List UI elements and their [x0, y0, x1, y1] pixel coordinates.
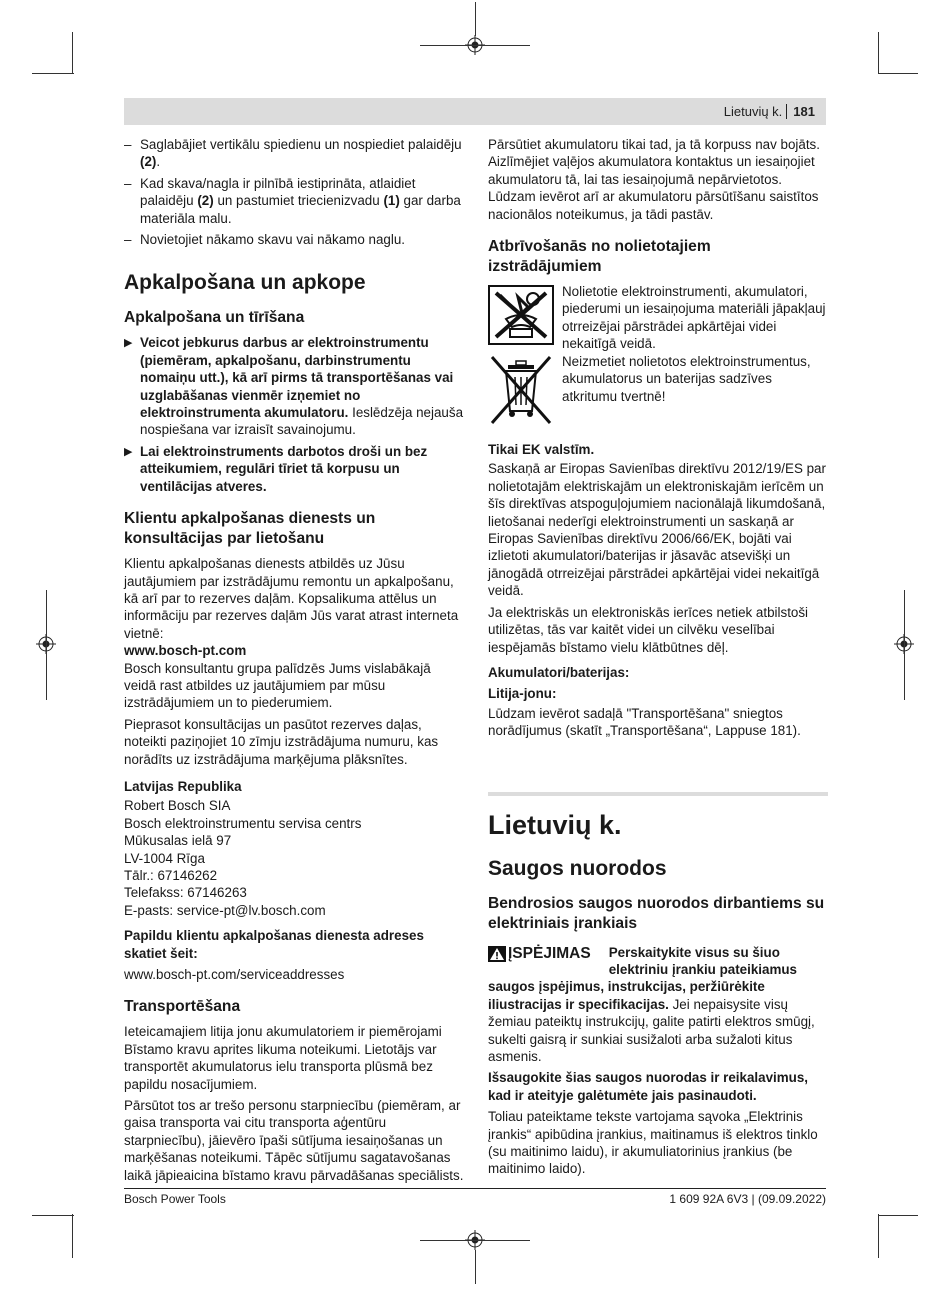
crop-mark — [420, 1240, 530, 1241]
section-divider — [488, 792, 828, 796]
crop-mark — [46, 590, 47, 700]
crop-mark — [475, 2, 476, 36]
disposal-text: Neizmetiet nolietotos elektroinstrumentus, akumulatorus un baterijas sadzīves atkritumu tvertnē! — [562, 354, 811, 404]
subsection-heading: Klientu apkalpošanas dienests un konsultācijas par lietošanu — [124, 510, 376, 548]
subsection-heading: Transportēšana — [124, 998, 241, 1016]
recycle-tools-icon — [488, 285, 554, 345]
crop-mark — [72, 32, 73, 74]
crop-mark — [72, 1214, 73, 1258]
crop-mark — [904, 590, 905, 700]
eu-heading: Tikai EK valstīm. — [488, 442, 595, 458]
link[interactable]: www.bosch-pt.com — [124, 643, 247, 659]
warning-triangle-icon — [488, 946, 506, 962]
section-heading: Saugos nuorodos — [488, 856, 667, 880]
footer-rule — [124, 1188, 826, 1189]
footer-brand: Bosch Power Tools — [124, 1192, 226, 1206]
crop-mark — [878, 1214, 879, 1258]
left-column — [124, 136, 464, 1188]
page-number: 181 — [786, 104, 815, 119]
paragraph: Išsaugokite šias saugos nuorodas ir reikalavimus, kad ir ateityje galėtumėte jais pasinaudoti. — [488, 1070, 809, 1103]
list-item: – Novietojiet nākamo skavu vai nākamo naglu. — [124, 231, 464, 248]
list-item: – Kad skava/nagla ir pilnībā iestiprināta, atlaidiet palaidēju (2) un pastumiet triecienizvadu (1) gar darba materiāla malu. — [124, 175, 464, 227]
disposal-text: Nolietotie elektroinstrumenti, akumulatori, piederumi un iesaiņojuma materiāli jāpakļauj otrreizējai pārstrādei apkārtējai videi nekaitīgā veidā. — [562, 284, 826, 352]
warning-bullet: ▶ Lai elektroinstruments darbotos droši un bez atteikumiem, regulāri tīriet tā korpusu un ventilācijas atveres. — [124, 443, 464, 495]
warning-block: ĮSPĖJIMAS Perskaitykite visus su šiuo elektriniu įrankiu pateikiamus saugos įspėjimus, instrukcijas, peržiūrėkite iliustracijas ir specifikacijas. Jei nepaisysite visų žemiau pateiktų instrukcijų, galite patirti elektros smūgį, sukelti gaisrą ir sunkiai susižaloti arba sužaloti kitus asmenis. — [488, 944, 815, 1064]
header-section: Lietuvių k. — [723, 104, 783, 119]
paragraph: Toliau pateiktame tekste vartojama sąvoka „Elektrinis įrankis“ apibūdina įrankius, maitinamus iš elektros tinklo (su maitinimo laidu), ir akumuliatorinius įrankius (be maitinimo laido). — [488, 1109, 818, 1177]
right-column — [488, 136, 828, 1182]
crop-mark — [878, 73, 918, 74]
disposal-row — [488, 353, 828, 439]
paragraph: Ieteicamajiem litija jonu akumulatoriem ir piemērojami Bīstamo kravu aprites likuma noteikumi. Lietotājs var transportēt akumulatorus ielu transporta plūsmā bez papildu nosacījumiem. — [124, 1024, 442, 1092]
crop-mark — [420, 45, 530, 46]
list-item: – Saglabājiet vertikālu spiedienu un nospiediet palaidēju (2). — [124, 136, 464, 171]
disposal-row — [488, 283, 828, 353]
header-bar — [124, 98, 826, 125]
page-header — [724, 104, 815, 119]
paragraph: Lūdzam ievērot sadaļā "Transportēšana" sniegtos norādījumus (skatīt „Transportēšana“, Lappuse 181). — [488, 705, 801, 739]
crop-mark — [878, 1215, 918, 1216]
crop-mark — [878, 32, 879, 74]
section-heading: Apkalpošana un apkope — [124, 271, 366, 295]
footer-code: 1 609 92A 6V3 | (09.09.2022) — [669, 1192, 826, 1206]
country-heading: Latvijas Republika — [124, 778, 242, 794]
crop-mark — [475, 1250, 476, 1284]
battery-heading: Akumulatori/baterijas: — [488, 664, 630, 680]
warning-label: ĮSPĖJIMAS — [488, 944, 591, 964]
paragraph: Ja elektriskās un elektroniskās ierīces netiek atbilstoši utilizētas, tās var kaitēt videi un cilvēku veselībai iespējamās bīstamo vielu klātbūtnes dēļ. — [488, 604, 809, 655]
crop-mark — [32, 73, 74, 74]
li-ion-heading: Litija-jonu: — [488, 686, 557, 702]
paragraph: Pārsūtiet akumulatoru tikai tad, ja tā korpuss nav bojāts. Aizlīmējiet vaļējos akumulatora kontaktus un iesaiņojiet akumulatoru tā, lai tas iesaiņojumā nepārvietotos. Lūdzam ievērot arī ar akumulatoru pārsūtīšanu saistītos nacionālos noteikumus, ja tādi pastāv. — [488, 137, 820, 222]
crossed-bin-icon — [488, 355, 554, 427]
more-addresses-label: Papildu klientu apkalpošanas dienesta adreses skatiet šeit: — [124, 928, 424, 961]
paragraph: Pārsūtot tos ar trešo personu starpniecību (piemēram, ar gaisa transporta vai citu transporta aģentūru starpniecību), jāievēro īpaši sūtījuma iesaiņošanas un marķēšanas noteikumi. Tāpēc sūtījumu sagatavošanas laikā jāpieaicina bīstamo kravu pārvadāšanas speciālists. — [124, 1098, 464, 1183]
language-title: Lietuvių k. — [488, 809, 622, 840]
paragraph: Pieprasot konsultācijas un pasūtot rezerves daļas, noteikti paziņojiet 10 zīmju izstrādājuma numuru, kas norādīts uz izstrādājuma marķējuma plāksnītes. — [124, 716, 439, 767]
paragraph: Saskaņā ar Eiropas Savienības direktīvu 2012/19/ES par nolietotajām elektriskajām un elektroniskajām ierīcēm un šīs direktīvas atspoguļojumiem nacionālajā likumdošanā, lietošanai nederīgi elektroinstrumenti un saskaņā ar Eiropas Savienības direktīvu 2006/66/EK, bojāti vai izlietoti akumulatori/baterijas ir jāsavāc atsevišķi un jānogādā otrreizējai pārstrādei apkārtējai videi nekaitīgā veidā. — [488, 461, 826, 599]
subsection-heading: Bendrosios saugos nuorodos dirbantiems su elektriniais įrankiais — [488, 894, 825, 932]
link[interactable]: www.bosch-pt.com/serviceaddresses — [124, 967, 345, 983]
address-block: Robert Bosch SIA Bosch elektroinstrumentu servisa centrs Mūkusalas ielā 97 LV-1004 Rīga Tālr.: 67146262 Telefakss: 67146263 E-pasts: service-pt@lv.bosch.com — [124, 798, 362, 918]
subsection-heading: Apkalpošana un tīrīšana — [124, 309, 305, 327]
crop-mark — [32, 1215, 74, 1216]
warning-bullet: ▶ Veicot jebkurus darbus ar elektroinstrumentu (piemēram, apkalpošanu, darbinstrumentu nomaiņu utt.), kā arī pirms tā transportēšanas vai uzglabāšanas vienmēr izņemiet no elektroinstrumenta akumulatoru. Ieslēdzēja nejauša nospiešana var izraisīt savainojumu. — [124, 334, 464, 438]
paragraph: Klientu apkalpošanas dienests atbildēs uz Jūsu jautājumiem par izstrādājumu remontu un apkalpošanu, kā arī par to rezerves daļām. Kopsalikuma attēlus un informāciju par rezerves daļām Jūs varat atrast interneta vietnē: www.bosch-pt.com Bosch konsultantu grupa palīdzēs Jums vislabākajā veidā rast atbildes uz jautājumiem par mūsu izstrādājumiem un to piederumiem. — [124, 556, 459, 711]
subsection-heading: Atbrīvošanās no nolietotajiem izstrādājumiem — [488, 238, 711, 276]
